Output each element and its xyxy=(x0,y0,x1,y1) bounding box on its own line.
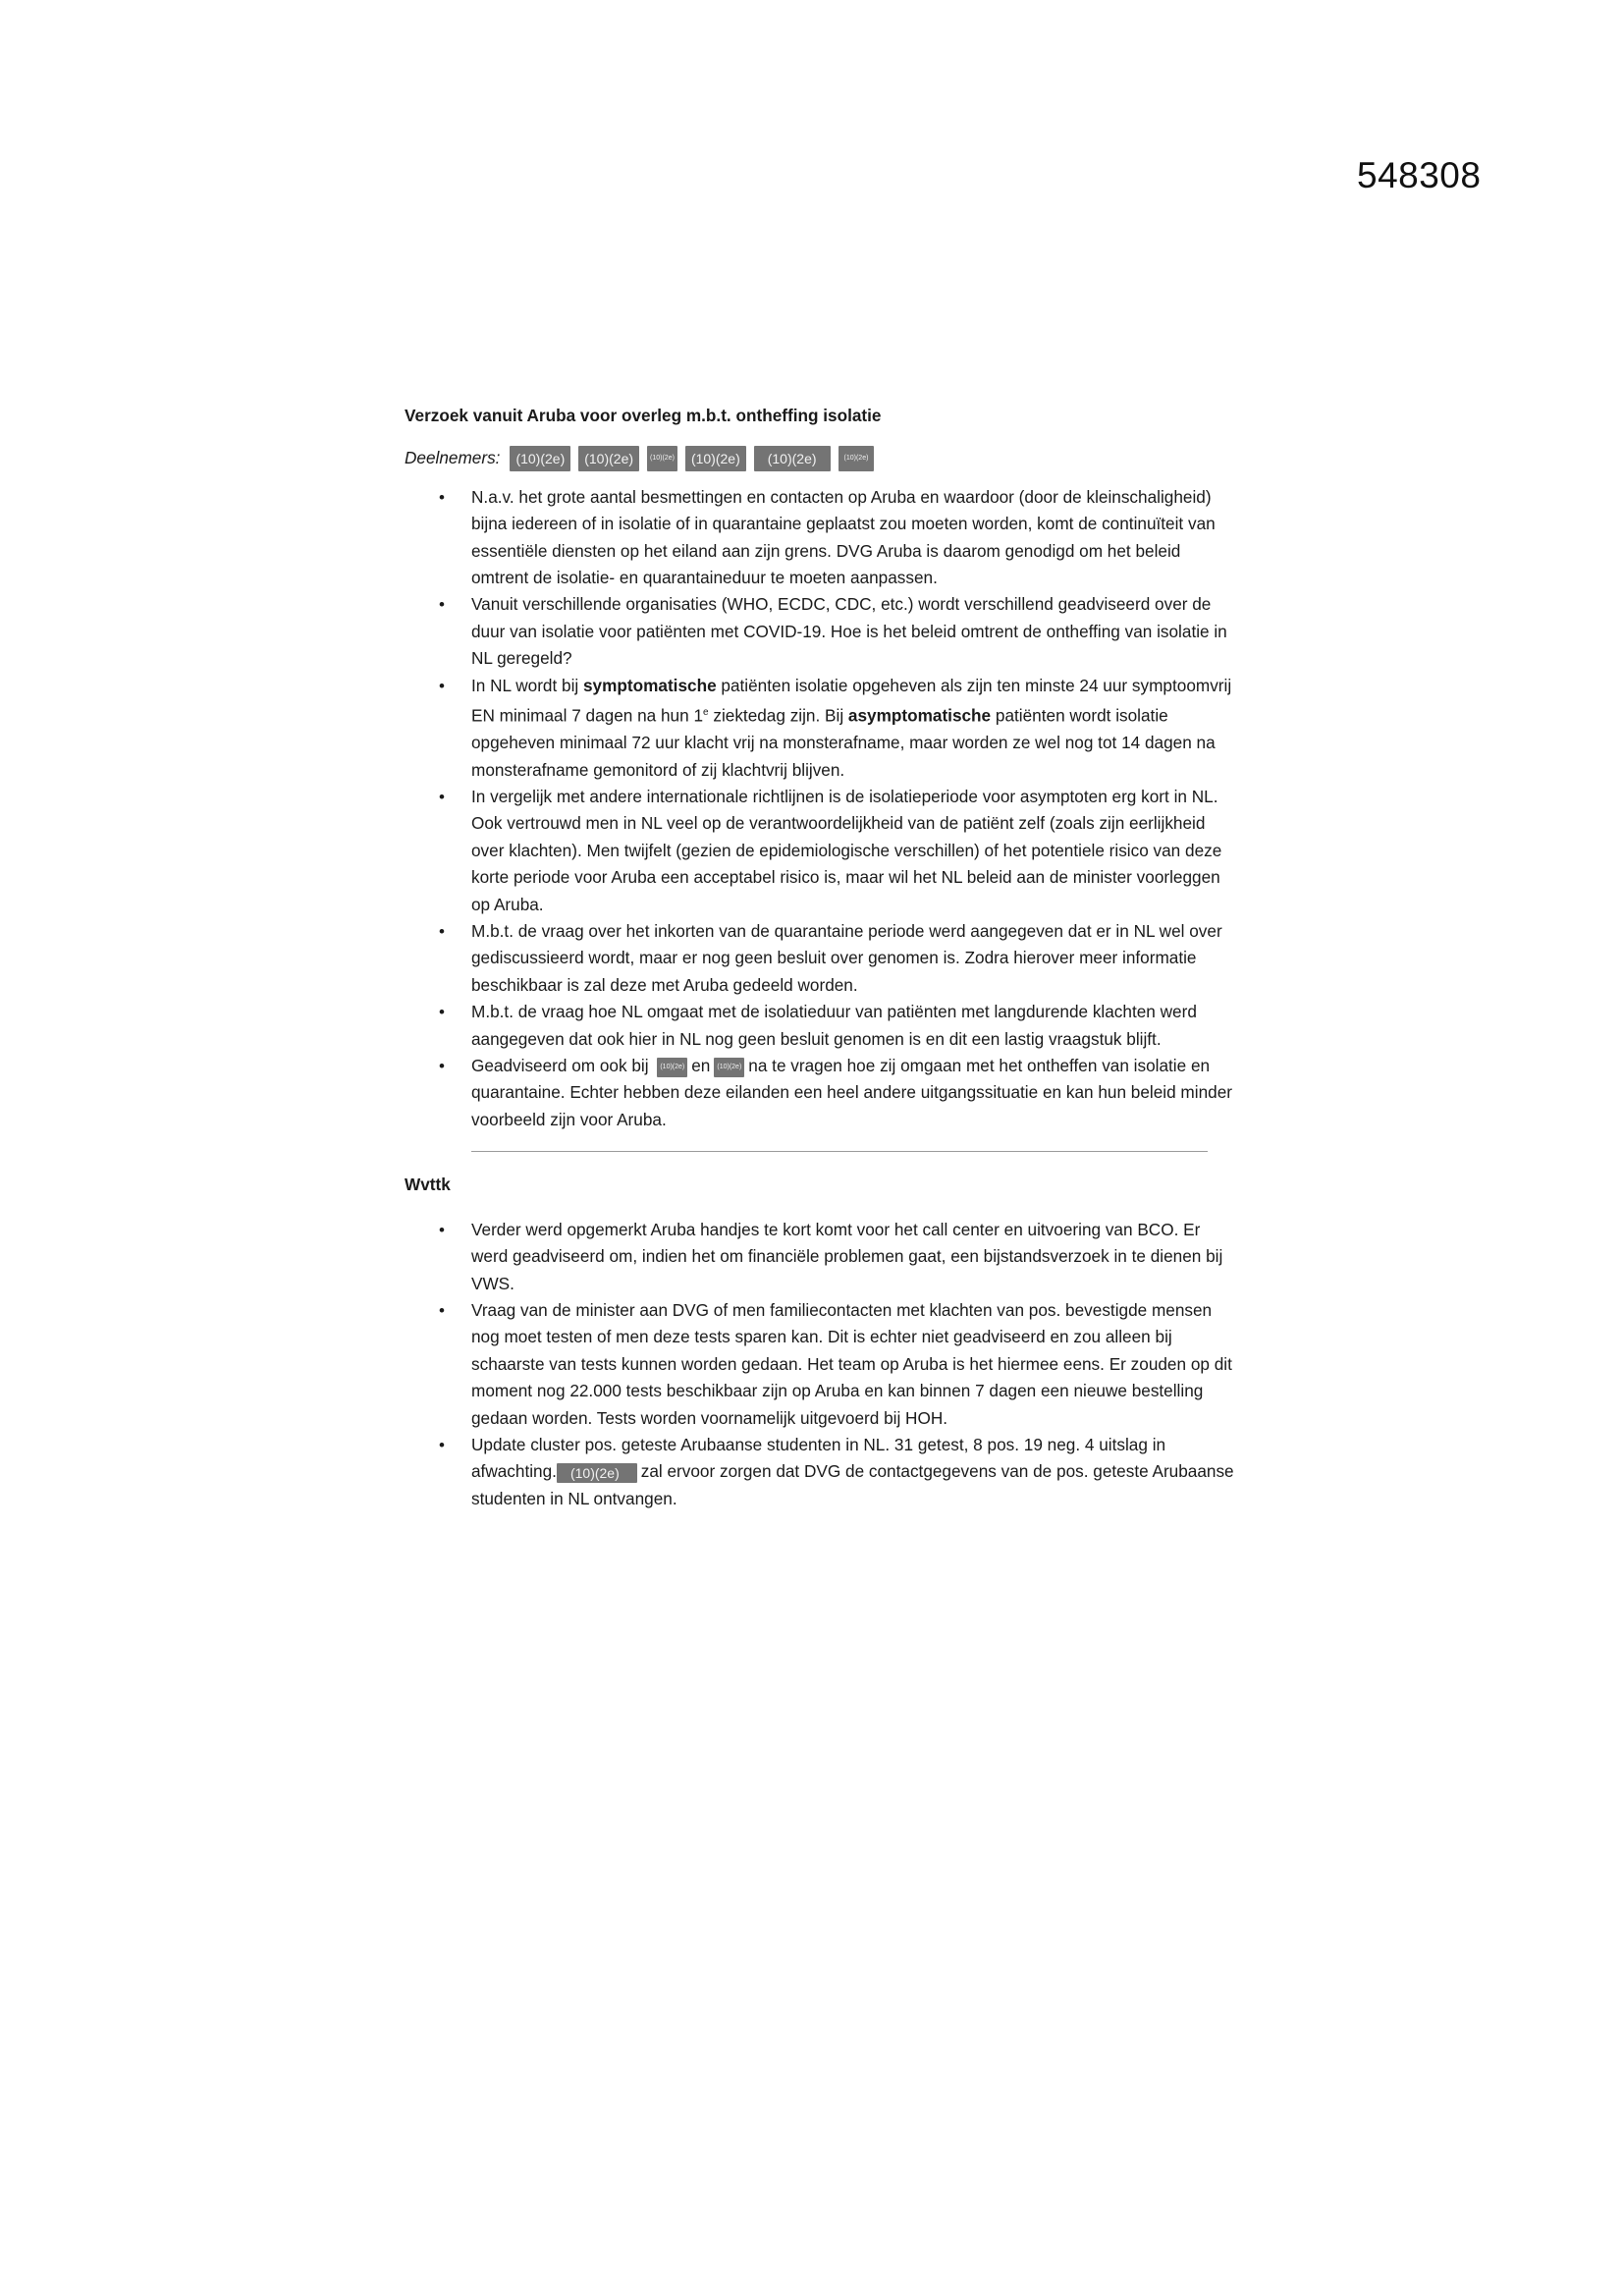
superscript: e xyxy=(703,707,709,719)
bullet-list xyxy=(405,484,1239,1133)
list-item-text: Vraag van de minister aan DVG of men familiecontacten met klachten van pos. bevestigde mensen nog moet testen of men deze tests sparen kan. Dit is echter niet geadviseerd en zou alleen bij schaarste van tests kunnen worden gedaan. Het team op Aruba is het hiermee eens. Er zouden op dit moment nog 22.000 tests beschikbaar zijn op Aruba en kan binnen 7 dagen een nieuwe bestelling gedaan worden. Tests worden voornamelijk uitgevoerd bij HOH. xyxy=(471,1299,1232,1428)
bullet-icon: • xyxy=(439,487,445,507)
list-item xyxy=(439,918,1239,999)
list-item-text: Verder werd opgemerkt Aruba handjes te kort komt voor het call center en uitvoering van BCO. Er werd geadviseerd om, indien het om financiële problemen gaat, een bijstandsverzoek in te dienen bij VWS. xyxy=(471,1219,1223,1293)
list-item xyxy=(439,484,1239,592)
redaction-box: (10)(2e) xyxy=(714,1058,744,1077)
section-title: Verzoek vanuit Aruba voor overleg m.b.t. ontheffing isolatie xyxy=(405,406,882,425)
bullet-list xyxy=(405,1217,1239,1512)
section-title: Wvttk xyxy=(405,1175,451,1195)
bullet-icon: • xyxy=(439,1057,445,1076)
document-number: 548308 xyxy=(1357,155,1482,195)
list-item xyxy=(439,1432,1239,1512)
list-item-text: N.a.v. het grote aantal besmettingen en contacten op Aruba en waardoor (door de kleinschaligheid) bijna iedereen of in isolatie of in quarantaine geplaatst zou moeten worden, komt de continuïteit van essentiële diensten op het eiland aan zijn grens. DVG Aruba is daarom genodigd om het beleid omtrent de isolatie- en quarantaineduur te moeten aanpassen. xyxy=(471,486,1216,588)
list-item-text: M.b.t. de vraag over het inkorten van de quarantaine periode werd aangegeven dat er in NL wel over gediscussieerd wordt, maar er nog geen besluit over genomen is. Zodra hierover meer informatie beschikbaar is zal deze met Aruba gedeeld worden. xyxy=(471,921,1222,995)
redaction-box: (10)(2e) xyxy=(557,1463,637,1483)
list-item xyxy=(439,1297,1239,1432)
list-item-text: Update cluster pos. geteste Arubaanse studenten in NL. 31 getest, 8 pos. 19 neg. 4 uitslag in afwachting. xyxy=(471,1434,1166,1482)
redaction-box: (10)(2e) xyxy=(754,446,831,471)
list-item-text: In vergelijk met andere internationale richtlijnen is de isolatieperiode voor asymptoten erg kort in NL. Ook vertrouwd men in NL veel op de verantwoordelijkheid van de patiënt zelf (zoals zijn eerlijkheid over klachten). Men twijfelt (gezien de epidemiologische verschillen) of het potentiele risico van deze korte periode voor Aruba een acceptabel risico is, maar wil het NL beleid aan de minister voorleggen op Aruba. xyxy=(471,787,1222,914)
list-item-text: zal ervoor zorgen dat DVG de contactgegevens van de pos. geteste Arubaanse studenten in NL ontvangen. xyxy=(471,1461,1234,1508)
document-body xyxy=(405,403,1239,1512)
bullet-icon: • xyxy=(439,1300,445,1320)
redaction-box: (10)(2e) xyxy=(578,446,639,471)
list-item-text: en xyxy=(691,1056,711,1076)
list-item-text: na te vragen hoe zij omgaan met het ontheffen van isolatie en quarantaine. Echter hebben deze eilanden een heel andere uitgangssituatie en kan hun beleid minder voorbeeld zijn voor Aruba. xyxy=(471,1056,1232,1129)
list-item-text: Vanuit verschillende organisaties (WHO, ECDC, CDC, etc.) wordt verschillend geadviseerd over de duur van isolatie voor patiënten met COVID-19. Hoe is het beleid omtrent de ontheffing van isolatie in NL geregeld? xyxy=(471,594,1227,669)
participants-label: Deelnemers: xyxy=(405,448,501,468)
horizontal-rule xyxy=(471,1151,1208,1152)
bullet-icon: • xyxy=(439,595,445,615)
list-item xyxy=(439,591,1239,672)
redaction-box: (10)(2e) xyxy=(647,446,677,471)
redaction-box: (10)(2e) xyxy=(510,446,570,471)
bullet-icon: • xyxy=(439,1003,445,1022)
bullet-icon: • xyxy=(439,1220,445,1239)
redaction-box: (10)(2e) xyxy=(657,1058,687,1077)
emphasis-text: asymptomatische xyxy=(847,705,992,726)
redaction-box: (10)(2e) xyxy=(685,446,746,471)
list-item-text: Geadviseerd om ook bij xyxy=(471,1056,654,1076)
list-item xyxy=(439,1053,1239,1133)
list-item-text: M.b.t. de vraag hoe NL omgaat met de isolatieduur van patiënten met langdurende klachten werd aangegeven dat ook hier in NL nog geen besluit genomen is en dit een lastig vraagstuk blijft. xyxy=(471,1002,1197,1049)
list-item xyxy=(439,673,1239,784)
list-item xyxy=(439,784,1239,918)
bullet-icon: • xyxy=(439,1435,445,1454)
bullet-icon: • xyxy=(439,676,445,695)
bullet-icon: • xyxy=(439,788,445,807)
bullet-icon: • xyxy=(439,922,445,942)
list-item xyxy=(439,1217,1239,1297)
emphasis-text: symptomatische xyxy=(583,675,717,695)
list-item xyxy=(439,999,1239,1053)
participants-line xyxy=(405,445,1239,471)
list-item-text: ziektedag zijn. Bij xyxy=(708,705,848,726)
redaction-box: (10)(2e) xyxy=(839,446,875,471)
list-item-text: In NL wordt bij xyxy=(471,675,583,695)
list-item-text: patiënten wordt isolatie opgeheven minimaal 72 uur klacht vrij na monsterafname, maar worden ze wel nog tot 14 dagen na monsterafname gemonitord of zij klachtvrij blijven. xyxy=(471,705,1216,780)
list-item-text: patiënten isolatie opgeheven als zijn ten minste 24 uur symptoomvrij EN minimaal 7 dagen na hun 1 xyxy=(471,675,1232,726)
